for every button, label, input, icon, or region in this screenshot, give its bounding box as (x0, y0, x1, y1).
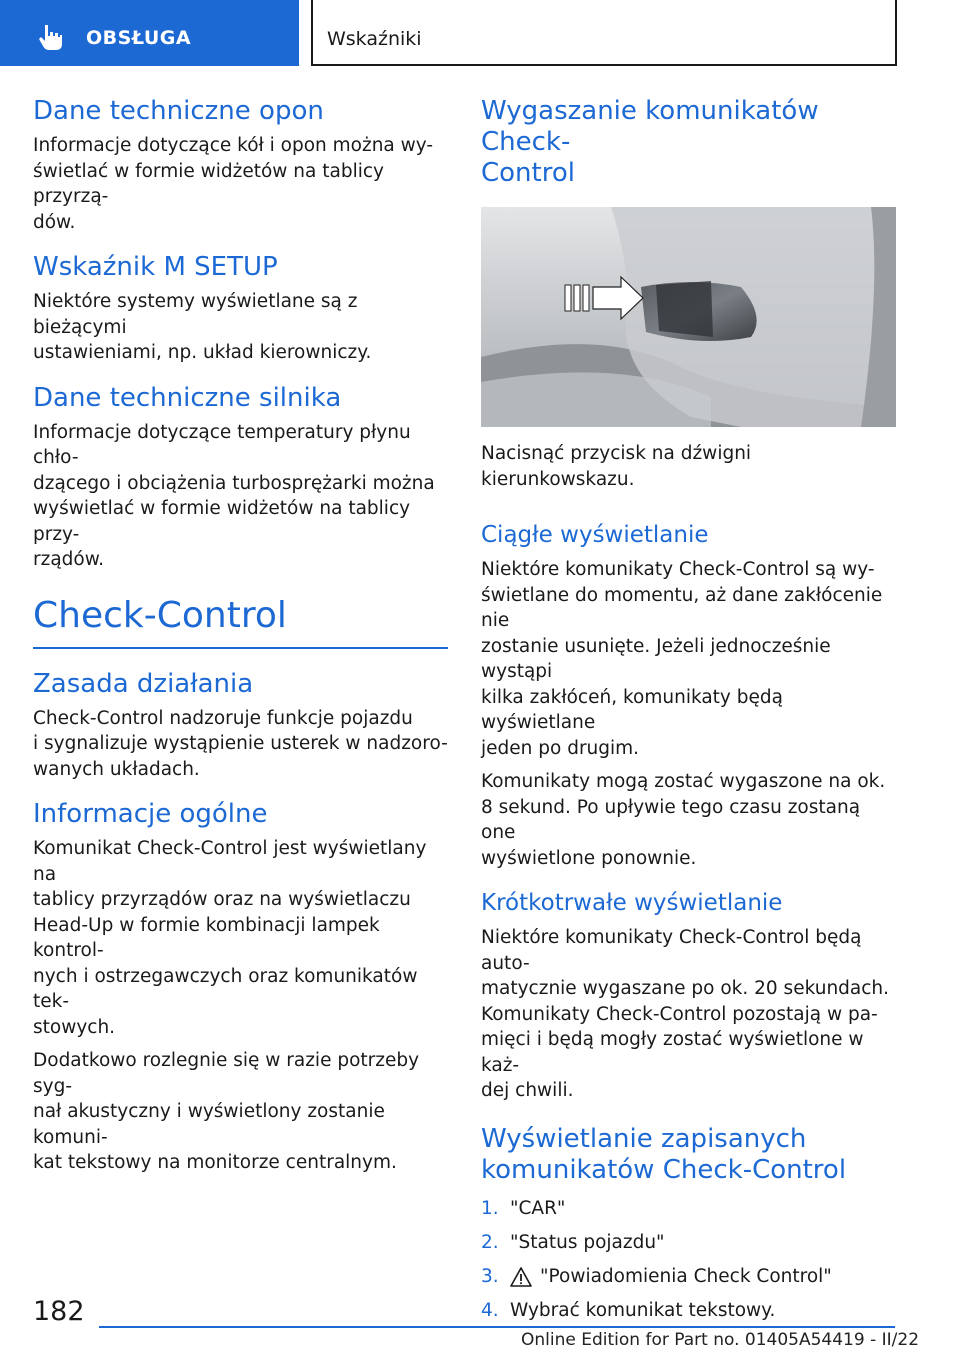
text-line: tablicy przyrządów oraz na wyświetlaczu (33, 889, 411, 910)
list-item (481, 1198, 896, 1232)
heading-short-display: Krótkotrwałe wyświetlanie (481, 890, 783, 916)
hand-pointer-icon (36, 22, 66, 52)
step-text: "CAR" (510, 1197, 566, 1219)
text-line: Komunikaty Check-Control pozostają w pa- (481, 1003, 878, 1025)
text-line: nych i ostrzegawczych oraz komunikatów tek- (33, 965, 418, 1012)
right-column (481, 96, 896, 1334)
section-label: OBSŁUGA (86, 27, 192, 49)
text-line: wyświetlone ponownie. (481, 847, 697, 869)
text-line: zostanie usunięte. Jeżeli jednocześnie wystąpi (481, 635, 831, 682)
text-line: Informacje dotyczące kół i opon można wy- (33, 135, 434, 156)
heading-line: komunikatów Check-Control (481, 1154, 847, 1185)
text-line: kat tekstowy na monitorze centralnym. (33, 1152, 397, 1173)
heading-m-setup: Wskaźnik M SETUP (33, 252, 278, 282)
step-number: 4. (481, 1299, 499, 1321)
text-line: Check-Control nadzoruje funkcje pojazdu (33, 707, 413, 729)
text-line: 8 sekund. Po upływie tego czasu zostaną one (481, 796, 861, 843)
step-number: 3. (481, 1265, 499, 1287)
text-line: matycznie wygaszane po ok. 20 sekundach. (481, 978, 890, 999)
text-line: wanych układach. (33, 758, 200, 780)
text-line: świetlać w formie widżetów na tablicy przyrzą- (33, 160, 384, 207)
heading-line: Control (481, 158, 575, 188)
text-line: wyświetlać w formie widżetów na tablicy przy- (33, 498, 411, 545)
text-line: kilka zakłóceń, komunikaty będą wyświetlane (481, 686, 783, 733)
text-line: nał akustyczny i wyświetlony zostanie komuni- (33, 1101, 385, 1148)
heading-saved-messages (481, 1124, 896, 1186)
step-number: 2. (481, 1231, 499, 1253)
heading-engine-data: Dane techniczne silnika (33, 382, 342, 413)
edition-note: Online Edition for Part no. 01405A54419 - II/22 (521, 1330, 920, 1350)
step-text: "Powiadomienia Check Control" (540, 1265, 832, 1287)
text-line: dzącego i obciążenia turbosprężarki można (33, 472, 435, 494)
text-line: jeden po drugim. (481, 737, 640, 759)
text-line: Komunikaty mogą zostać wygaszone na ok. (481, 771, 886, 792)
heading-line: Wygaszanie komunikatów Check- (481, 96, 819, 157)
breadcrumb-label: Wskaźniki (327, 28, 422, 50)
text-line: Dodatkowo rozlegnie się w razie potrzeby syg- (33, 1050, 420, 1097)
heading-hide-messages (481, 96, 896, 189)
text-line: Informacje dotyczące temperatury płynu chło- (33, 421, 411, 468)
breadcrumb (311, 0, 897, 66)
page-number: 182 (33, 1296, 85, 1327)
step-text: "Status pojazdu" (510, 1231, 665, 1253)
list-item (481, 1300, 896, 1334)
text-line: Komunikat Check-Control jest wyświetlany na (33, 838, 427, 885)
text-line: dów. (33, 211, 76, 233)
heading-principle: Zasada działania (33, 668, 254, 699)
lever-illustration (481, 207, 896, 427)
turn-signal-lever-image (481, 207, 896, 427)
step-text: Wybrać komunikat tekstowy. (510, 1299, 776, 1321)
text-line: świetlane do momentu, aż dane zakłócenie nie (481, 584, 883, 631)
list-item (481, 1266, 896, 1300)
section-divider (33, 647, 448, 649)
list-item (481, 1232, 896, 1266)
text-line: mięci i będą mogły zostać wyświetlone w każ- (481, 1029, 864, 1076)
text-line: stowych. (33, 1016, 116, 1038)
image-caption: Nacisnąć przycisk na dźwigni kierunkowskazu. (481, 443, 752, 490)
left-column (33, 96, 448, 1176)
text-line: rządów. (33, 549, 105, 570)
text-line: Niektóre systemy wyświetlane są z bieżącymi (33, 291, 358, 338)
heading-general-info: Informacje ogólne (33, 799, 268, 829)
heading-tyre-data: Dane techniczne opon (33, 96, 324, 126)
heading-check-control: Check-Control (33, 594, 287, 636)
warning-triangle-icon (510, 1266, 532, 1288)
text-line: i sygnalizuje wystąpienie usterek w nadzoro- (33, 733, 448, 754)
section-tab[interactable] (0, 0, 299, 66)
text-line: Niektóre komunikaty Check-Control są wy- (481, 559, 875, 580)
text-line: dej chwili. (481, 1080, 574, 1101)
text-line: ustawieniami, np. układ kierowniczy. (33, 342, 372, 363)
heading-continuous: Ciągłe wyświetlanie (481, 522, 709, 548)
step-number: 1. (481, 1197, 499, 1219)
heading-line: Wyświetlanie zapisanych (481, 1123, 807, 1154)
text-line: Niektóre komunikaty Check-Control będą auto- (481, 927, 862, 974)
footer-divider (99, 1326, 895, 1328)
text-line: Head-Up w formie kombinacji lampek kontrol- (33, 914, 380, 961)
